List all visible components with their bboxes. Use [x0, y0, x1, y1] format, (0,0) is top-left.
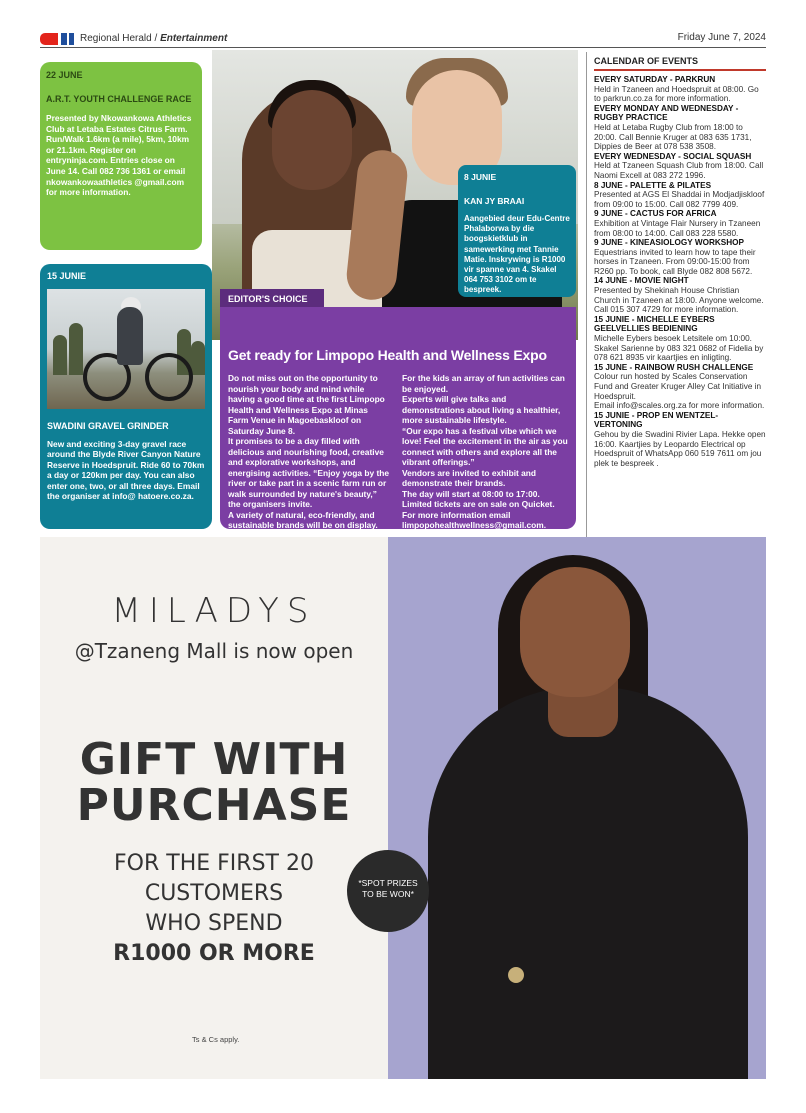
calendar-event: [594, 238, 766, 276]
calendar-event: [594, 411, 766, 469]
calendar-event: [594, 152, 766, 181]
event-date-tag: 22 JUNE: [46, 70, 83, 80]
article-column-2: For the kids an array of fun activities can be enjoyed. Experts will give talks and demonstrations about living a healthier, more sustainable lifestyle. “Our expo has a festival vibe which we love! Feel the excitement in the air as you connect with others and explore all the vibrant offerings.” Vendors are invited to exhibit and demonstrate their brands. The day will start at 08:00 to 17:00. Limited tickets are on sale on Quicket. For more information email limpopohealthwellness@gmail.com.: [402, 373, 568, 530]
article-column-1: Do not miss out on the opportunity to nourish your body and mind while having a good time at the first Limpopo Health and Wellness Expo at Minas Farm Venue in Magoebaskloof on Saturday June 8. It promises to be a day filled with delicious and nourishing food, creative and explorative workshops, and energising activities. “Enjoy yoga by the river or take part in a scenic farm run or walk surrounded by nature's beauty,” the organisers invite. A variety of natural, eco-friendly, and sustainable brands will be on display.: [228, 373, 390, 530]
calendar-event-heading: 15 JUNIE - MICHELLE EYBERS GEELVELLIES BEDIENING: [594, 314, 715, 334]
calendar-event: [594, 181, 766, 210]
calendar-event: [594, 276, 766, 314]
ad-headline-line-2: PURCHASE: [76, 780, 352, 831]
calendar-event-body: Held at Tzaneen Squash Club from 18:00. Call Naomi Excell at 083 272 1996.: [594, 161, 764, 180]
event-title: A.R.T. YOUTH CHALLENGE RACE: [46, 94, 192, 104]
calendar-title: CALENDAR OF EVENTS: [594, 52, 766, 71]
event-box-youth-race: [40, 62, 202, 250]
ad-subline: [40, 849, 388, 969]
calendar-event-heading: 9 JUNE - KINEASIOLOGY WORKSHOP: [594, 238, 744, 248]
article-headline: Get ready for Limpopo Health and Wellness Expo: [228, 347, 547, 363]
event-date-tag: 8 JUNIE: [464, 172, 497, 182]
event-box-braai: [458, 165, 576, 297]
calendar-event-heading: EVERY SATURDAY - PARKRUN: [594, 75, 716, 84]
ad-brand: MILADYS: [111, 591, 317, 631]
calendar-event-heading: 15 JUNE - RAINBOW RUSH CHALLENGE: [594, 362, 754, 372]
calendar-event: [594, 315, 766, 363]
ad-sub-line-1: FOR THE FIRST 20: [114, 851, 314, 876]
ad-headline: [40, 734, 388, 831]
ad-terms: Ts & Cs apply.: [192, 1035, 240, 1044]
event-date-tag: 15 JUNIE: [47, 271, 87, 281]
calendar-event: [594, 75, 766, 104]
calendar-event-body: Colour run hosted by Scales Conservation Fund and Greater Kruger Alley Cat Initiative in Hoedspruit. Email info@scales.org.za for more information.: [594, 372, 765, 411]
calendar-event-heading: 9 JUNE - CACTUS FOR AFRICA: [594, 209, 717, 219]
newspaper-logo-icon: [40, 33, 74, 45]
event-title: KAN JY BRAAI: [464, 196, 525, 206]
ad-open-line: @Tzaneng Mall is now open: [74, 639, 354, 663]
calendar-event-body: Presented by Shekinah House Christian Church in Tzaneen at 18:00. Anyone welcome. Call 015 307 4729 for more information.: [594, 286, 764, 315]
event-title: SWADINI GRAVEL GRINDER: [47, 421, 169, 431]
calendar-event-body: Held in Tzaneen and Hoedspruit at 08:00. Go to parkrun.co.za for more information.: [594, 84, 759, 104]
section-name: Entertainment: [160, 33, 228, 44]
calendar-event-body: Gehou by die Swadini Rivier Lapa. Hekke open 16:00. Kaartjies by Leopardo Electrical op Hoedspruit of WhatsApp 060 519 7611 om jou plek te bespreek .: [594, 429, 766, 468]
calendar-event-body: Held at Letaba Rugby Club from 18:00 to 20:00. Call Bennie Kruger at 083 635 1731, Dippies de Beer at 078 538 3508.: [594, 122, 752, 152]
event-box-gravel-grinder: [40, 264, 212, 529]
event-text: New and exciting 3-day gravel race around the Blyde River Canyon Nature Reserve in Hoedspruit. Ride 60 to 70km a day or 120km per day. You can also enter one, two, or all three days. Email the organiser at info@ hatoere.co.za.: [47, 439, 205, 502]
calendar-event-heading: 8 JUNE - PALETTE & PILATES: [594, 180, 712, 190]
name-separator: /: [151, 33, 161, 44]
event-text: Presented by Nkowankowa Athletics Club at Letaba Estates Citrus Farm. Run/Walk 1.6km (a mile), 5km, 10km or 21.1km. Register on entryninja.com. Entries close on June 14. Call 082 736 1361 or email nkowankowaathletics @gmail.com for more information.: [46, 113, 192, 198]
calendar-event-body: Presented at AGS El Shaddai in Modjadjiskloof from 09:00 to 15:00. Call 082 7799 409.: [594, 190, 765, 209]
masthead: [40, 30, 766, 48]
ad-sub-line-3: WHO SPEND: [145, 911, 283, 936]
model-photo: [388, 537, 766, 1079]
ad-headline-line-1: GIFT WITH: [79, 734, 349, 785]
miladys-advert: [40, 537, 766, 1079]
calendar-of-events: [586, 52, 766, 540]
event-text: Aangebied deur Edu-Centre Phalaborwa by die boogskietklub in samewerking met Tannie Matie. Inskrywing is R1000 vir spanne van 4. Skakel 064 753 3102 om te bespreek.: [464, 214, 570, 295]
spot-prizes-line-1: *SPOT PRIZES: [358, 878, 418, 888]
cyclist-photo: [47, 289, 205, 409]
paper-name: [80, 33, 227, 44]
calendar-event-heading: EVERY WEDNESDAY - SOCIAL SQUASH: [594, 151, 752, 161]
editors-choice-article: [220, 294, 576, 530]
spot-prizes-badge: [347, 850, 429, 932]
ad-sub-line-2: CUSTOMERS: [144, 881, 284, 906]
calendar-event-heading: EVERY MONDAY AND WEDNESDAY - RUGBY PRACTICE: [594, 103, 739, 123]
calendar-event-body: Exhibition at Vintage Flair Nursery in Tzaneen from 08:00 to 14:00. Call 083 228 5580.: [594, 218, 761, 238]
ad-amount: R1000 OR MORE: [113, 941, 315, 966]
calendar-event-heading: 14 JUNE - MOVIE NIGHT: [594, 276, 689, 286]
calendar-event-body: Michelle Eybers besoek Letsitele om 10:00. Skakel Sarienne by 083 321 0682 of Fidelia by 078 621 8935 vir kaartjies en inligting.: [594, 334, 764, 363]
calendar-event: [594, 363, 766, 411]
calendar-event: [594, 209, 766, 238]
calendar-event: [594, 104, 766, 152]
spot-prizes-line-2: TO BE WON*: [362, 889, 414, 899]
paper-name-text: Regional Herald: [80, 33, 152, 44]
editors-choice-tag: EDITOR'S CHOICE: [220, 289, 324, 307]
calendar-event-heading: 15 JUNIE - PROP EN WENTZEL-VERTONING: [594, 410, 719, 430]
issue-date: Friday June 7, 2024: [677, 32, 766, 43]
calendar-event-body: Equestrians invited to learn how to tape their horses in Tzaneen. From 09:00-15:00 from R260 pp. To book, call Blyde 082 808 5672.: [594, 247, 756, 276]
